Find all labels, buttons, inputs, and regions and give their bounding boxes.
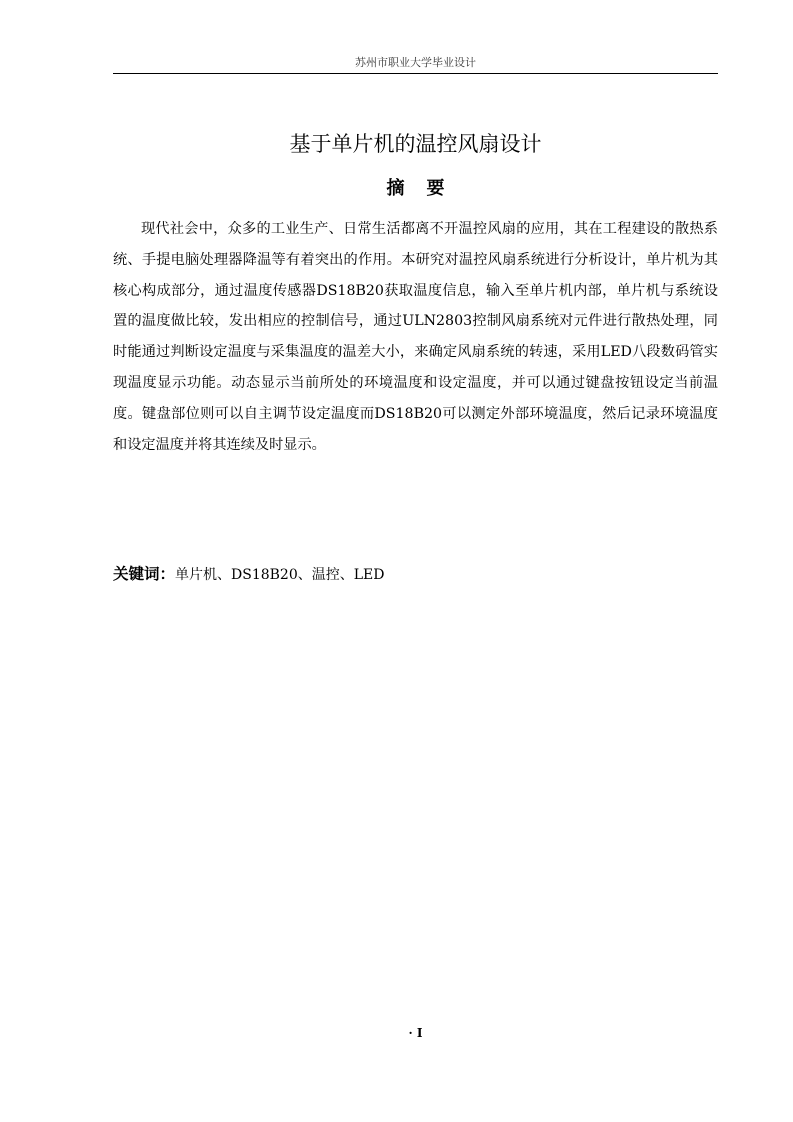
keywords-value: 单片机、DS18B20、温控、LED xyxy=(175,567,385,583)
page-header: 苏州市职业大学毕业设计 xyxy=(355,56,476,69)
keywords-line xyxy=(113,562,718,587)
abstract-heading xyxy=(113,176,718,202)
document-title: 基于单片机的温控风扇设计 xyxy=(289,132,542,156)
abstract-heading-second-char: 要 xyxy=(426,178,445,199)
abstract-heading-first-char: 摘 xyxy=(386,178,405,199)
header-rule xyxy=(113,73,718,74)
abstract-body: 现代社会中，众多的工业生产、日常生活都离不开温控风扇的应用，其在工程建设的散热系统、手提电脑处理器降温等有着突出的作用。本研究对温控风扇系统进行分析设计，单片机为其核心构成部分，通过温度传感器DS18B20获取温度信息，输入至单片机内部，单片机与系统设置的温度做比较，发出相应的控制信号，通过ULN2803控制风扇系统对元件进行散热处理，同时能通过判断设定温度与采集温度的温差大小，来确定风扇系统的转速，采用LED八段数码管实现温度显示功能。动态显示当前所处的环境温度和设定温度，并可以通过键盘按钮设定当前温度。键盘部位则可以自主调节设定温度而DS18B20可以测定外部环境温度，然后记录环境温度和设定温度并将其连续及时显示。 xyxy=(113,221,718,453)
page-number: · I xyxy=(408,1026,423,1040)
keywords-label: 关键词： xyxy=(113,565,176,583)
